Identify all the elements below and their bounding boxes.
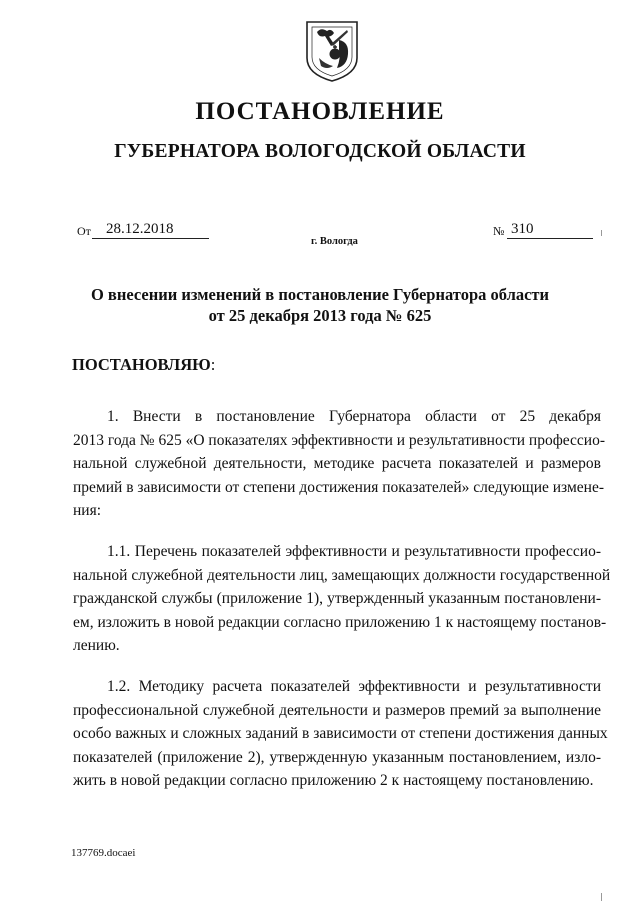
paragraph-line: гражданской службы (приложение 1), утвержденный указанным постановлени- — [73, 590, 601, 607]
decree-colon: : — [210, 355, 216, 374]
city-label: г. Вологда — [311, 236, 358, 247]
issuer-title: ГУБЕРНАТОРА ВОЛОГОДСКОЙ ОБЛАСТИ — [114, 141, 526, 162]
scan-mark — [601, 230, 602, 236]
decree-word: ПОСТАНОВЛЯЮ — [72, 355, 211, 374]
paragraph-line: ем, изложить в новой редакции согласно приложению 1 к настоящему постанов- — [73, 613, 607, 631]
vologda-coat-of-arms-icon — [303, 18, 361, 84]
paragraph-line: 1.1. Перечень показателей эффективности и результативности профессио- — [107, 543, 601, 560]
paragraph-line: ния: — [73, 502, 102, 519]
paragraph-line: премий в зависимости от степени достижения показателей» следующие измене- — [73, 478, 604, 496]
paragraph-line: 1. Внести в постановление Губернатора области от 25 декабря — [107, 408, 601, 425]
paragraph-line: 1.2. Методику расчета показателей эффективности и результативности — [107, 678, 601, 695]
paragraph-line: нальной служебной деятельности лиц, замещающих должности государственной — [73, 566, 611, 584]
document-type-title: ПОСТАНОВЛЕНИЕ — [195, 98, 445, 125]
paragraph-line: лению. — [73, 637, 120, 654]
document-subject — [60, 284, 580, 326]
document-number: 310 — [507, 221, 593, 239]
number-label: № — [493, 224, 505, 238]
date-label: От — [77, 224, 91, 238]
paragraph-line: жить в новой редакции согласно приложению 2 к настоящему постановлению. — [73, 772, 594, 789]
paragraph-line: показателей (приложение 2), утвержденную указанным постановлением, изло- — [73, 748, 601, 766]
date-value: 28.12.2018 — [92, 221, 209, 239]
file-code: 137769.docaei — [71, 847, 136, 859]
paragraph-line: особо важных и сложных заданий в зависимости от степени достижения данных — [73, 725, 608, 742]
decree-heading — [72, 355, 215, 375]
paragraph-line: нальной служебной деятельности, методике расчета показателей и размеров — [73, 455, 601, 472]
paragraph-line: 2013 года № 625 «О показателях эффективности и результативности профессио- — [73, 431, 605, 449]
paragraph — [73, 540, 611, 658]
paragraph-line: профессиональной служебной деятельности и размеров премий за выполнение — [73, 701, 601, 719]
subject-line: от 25 декабря 2013 года № 625 — [208, 306, 432, 325]
paragraph — [73, 405, 605, 523]
scan-mark — [601, 893, 602, 901]
paragraph — [73, 675, 608, 793]
subject-line: О внесении изменений в постановление Губернатора области — [90, 285, 550, 304]
